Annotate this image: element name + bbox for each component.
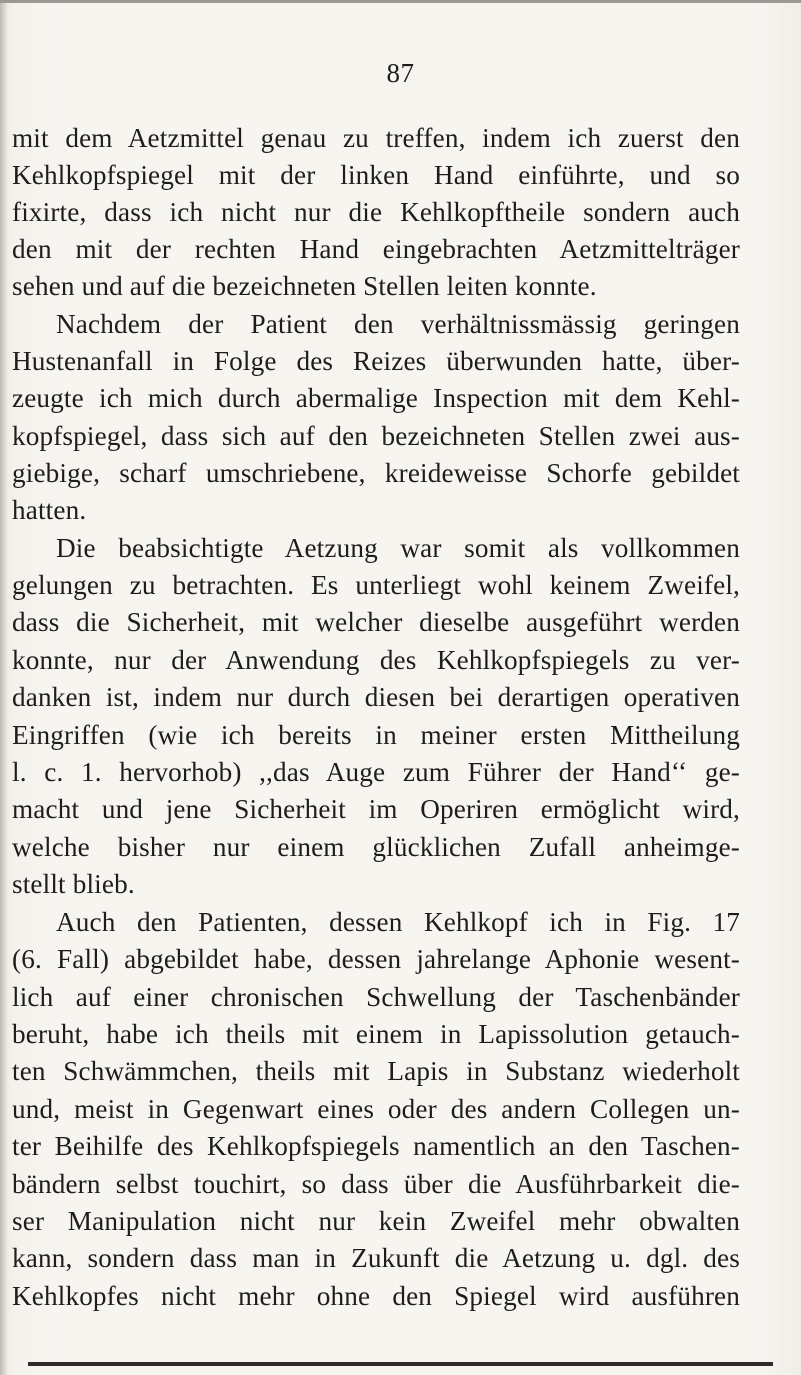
- text-line: danken ist, indem nur durch diesen bei derartigen operativen: [12, 682, 740, 712]
- page-binding-edge: [0, 0, 8, 1375]
- text-line: Kehlkopfes nicht mehr ohne den Spiegel wird ausführen: [12, 1281, 740, 1311]
- text-line: zeugte ich mich durch abermalige Inspection mit dem Kehl-: [12, 383, 740, 413]
- text-line: fixirte, dass ich nicht nur die Kehlkopftheile sondern auch: [12, 197, 740, 227]
- text-line: macht und jene Sicherheit im Operiren ermöglicht wird,: [12, 794, 740, 824]
- paragraph-start-line: Auch den Patienten, dessen Kehlkopf ich in Fig. 17: [56, 907, 740, 937]
- page-number: 87: [386, 58, 415, 88]
- text-line: gelungen zu betrachten. Es unterliegt wohl keinem Zweifel,: [12, 570, 740, 600]
- text-line: l. c. 1. hervorhob) ,,das Auge zum Führer der Hand‘‘ ge-: [12, 757, 740, 787]
- text-line: ser Manipulation nicht nur kein Zweifel mehr obwalten: [12, 1206, 740, 1236]
- paragraph-start-line: Nachdem der Patient den verhältnissmässig geringen: [56, 309, 740, 339]
- text-line: stellt blieb.: [12, 869, 135, 899]
- text-line: und, meist in Gegenwart eines oder des andern Collegen un-: [12, 1094, 740, 1124]
- text-line: dass die Sicherheit, mit welcher dieselbe ausgeführt werden: [12, 607, 740, 637]
- paragraph-start-line: Die beabsichtigte Aetzung war somit als vollkommen: [56, 533, 740, 563]
- text-line: mit dem Aetzmittel genau zu treffen, indem ich zuerst den: [12, 123, 740, 153]
- text-line: sehen und auf die bezeichneten Stellen leiten konnte.: [12, 271, 597, 301]
- text-line: lich auf einer chronischen Schwellung der Taschenbänder: [12, 982, 740, 1012]
- text-line: giebige, scharf umschriebene, kreideweisse Schorfe gebildet: [12, 458, 740, 488]
- text-line: Kehlkopfspiegel mit der linken Hand einführte, und so: [12, 160, 740, 190]
- text-line: ter Beihilfe des Kehlkopfspiegels namentlich an den Taschen-: [12, 1131, 740, 1161]
- text-line: beruht, habe ich theils mit einem in Lapissolution getauch-: [12, 1019, 740, 1049]
- text-line: kann, sondern dass man in Zukunft die Aetzung u. dgl. des: [12, 1243, 740, 1273]
- text-line: hatten.: [12, 495, 87, 525]
- text-line: konnte, nur der Anwendung des Kehlkopfspiegels zu ver-: [12, 645, 740, 675]
- text-line: den mit der rechten Hand eingebrachten Aetzmittelträger: [12, 234, 740, 264]
- text-line: ten Schwämmchen, theils mit Lapis in Substanz wiederholt: [12, 1056, 740, 1086]
- bottom-edge-rule: [28, 1362, 773, 1366]
- text-line: (6. Fall) abgebildet habe, dessen jahrelange Aphonie wesent-: [12, 944, 740, 974]
- text-line: kopfspiegel, dass sich auf den bezeichneten Stellen zwei aus-: [12, 421, 740, 451]
- top-edge-rule: [0, 0, 801, 3]
- text-line: Hustenanfall in Folge des Reizes überwunden hatte, über-: [12, 346, 740, 376]
- text-line: Eingriffen (wie ich bereits in meiner ersten Mittheilung: [12, 720, 740, 750]
- text-line: bändern selbst touchirt, so dass über die Ausführbarkeit die-: [12, 1169, 740, 1199]
- text-line: welche bisher nur einem glücklichen Zufall anheimge-: [12, 832, 740, 862]
